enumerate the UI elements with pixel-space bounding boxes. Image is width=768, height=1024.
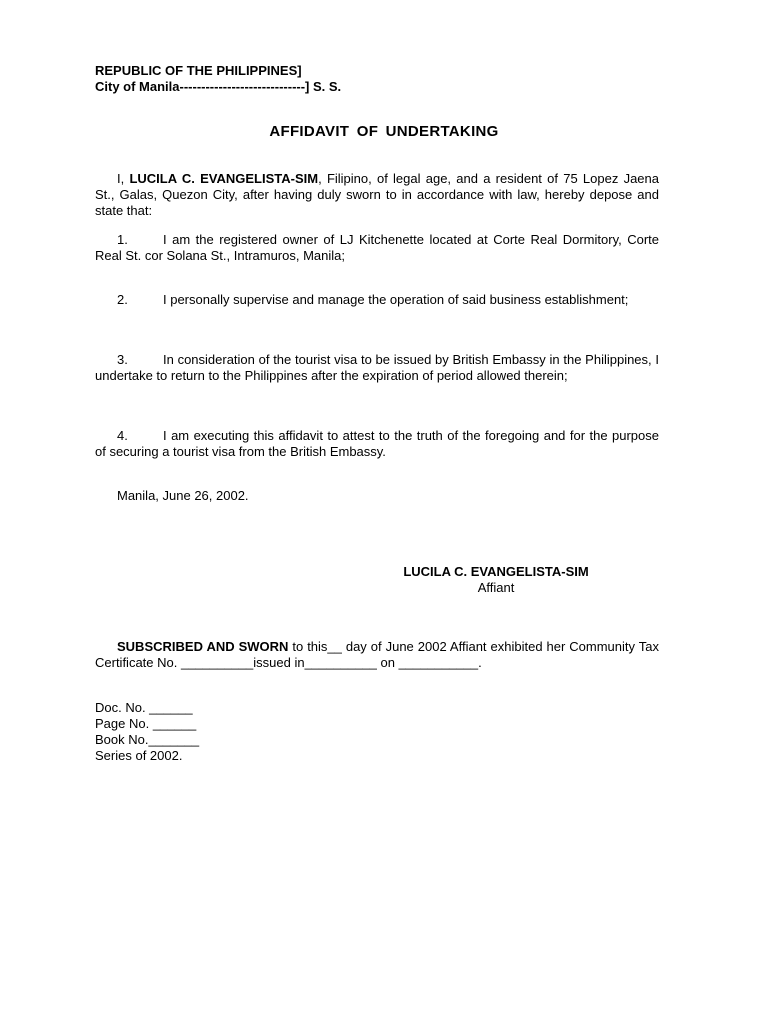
item-text: I personally supervise and manage the operation of said business establishment;	[163, 292, 629, 307]
intro-prefix: I,	[117, 171, 130, 186]
place-and-date: Manila, June 26, 2002.	[117, 488, 249, 503]
signatory-role: Affiant	[477, 580, 515, 595]
notarial-register	[95, 700, 199, 764]
doc-number: Doc. No. ______	[95, 700, 193, 715]
venue-block	[95, 63, 341, 95]
venue-republic: REPUBLIC OF THE PHILIPPINES]	[95, 63, 302, 78]
document-title: AFFIDAVIT OF UNDERTAKING	[269, 123, 499, 140]
item-number: 2.	[117, 292, 128, 307]
jurat-text: to this__ day of June 2002 Affiant exhibited her Community Tax Certificate No. __________issued in__________ on ___________.	[95, 639, 659, 670]
page-number: Page No. ______	[95, 716, 197, 731]
item-3	[95, 352, 659, 384]
item-2	[95, 292, 659, 308]
item-4	[95, 428, 659, 460]
intro-paragraph	[95, 171, 659, 219]
item-text: In consideration of the tourist visa to be issued by British Embassy in the Philippines, I undertake to return to the Philippines after the expiration of period allowed therein;	[95, 352, 659, 383]
item-number: 4.	[117, 428, 128, 443]
signature-block	[388, 564, 604, 596]
item-number: 1.	[117, 232, 128, 247]
jurat-paragraph	[95, 639, 659, 671]
intro-text: , Filipino, of legal age, and a resident of 75 Lopez Jaena St., Galas, Quezon City, after having duly sworn to in accordance with law, hereby depose and state that:	[95, 171, 660, 218]
venue-city: City of Manila-----------------------------] S. S.	[95, 79, 342, 94]
item-number: 3.	[117, 352, 128, 367]
book-number: Book No._______	[95, 732, 200, 747]
item-text: I am executing this affidavit to attest to the truth of the foregoing and for the purpose of securing a tourist visa from the British Embassy.	[95, 428, 659, 459]
jurat-heading: SUBSCRIBED AND SWORN	[117, 639, 289, 654]
series-year: Series of 2002.	[95, 748, 183, 763]
item-text: I am the registered owner of LJ Kitchenette located at Corte Real Dormitory, Corte Real St. cor Solana St., Intramuros, Manila;	[95, 232, 659, 263]
affiant-name: LUCILA C. EVANGELISTA-SIM	[129, 171, 319, 186]
item-1	[95, 232, 659, 264]
signatory-name: LUCILA C. EVANGELISTA-SIM	[403, 564, 589, 579]
